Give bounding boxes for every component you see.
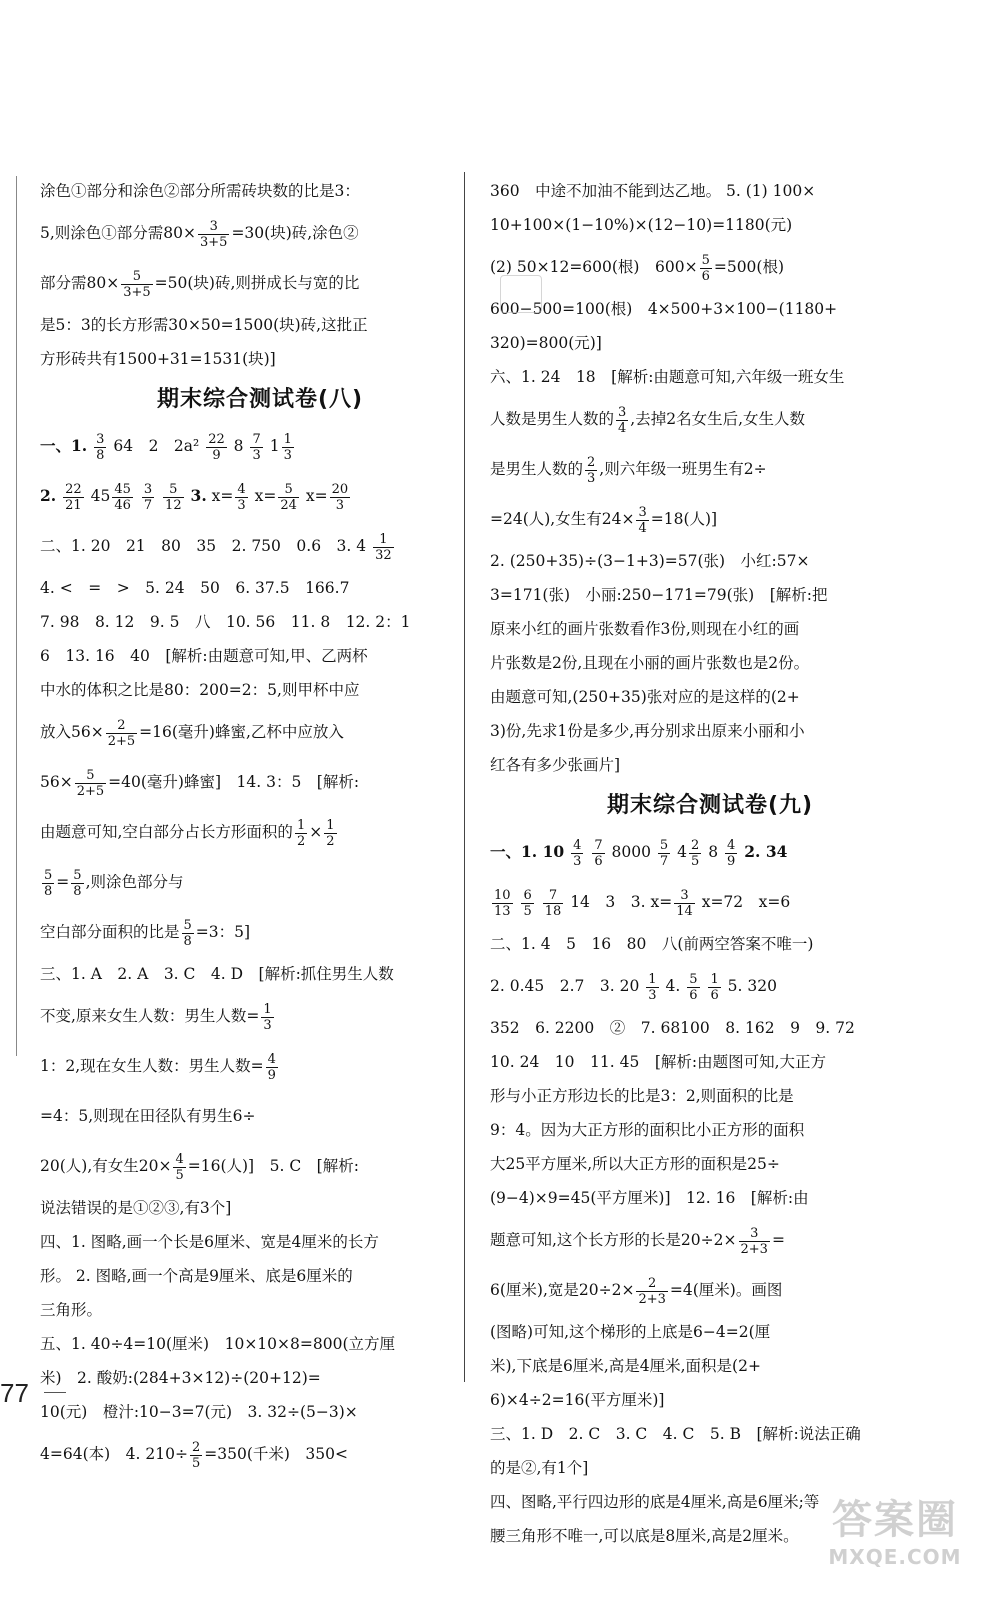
denominator: 5 [691, 853, 700, 869]
denominator: 3 [263, 1017, 272, 1033]
numerator: 7 [252, 431, 261, 447]
text-line: 二、1. 4 5 16 80 八(前两空答案不唯一) [490, 935, 814, 953]
numerator: 4 [727, 837, 736, 853]
numerator: 3 [739, 1226, 770, 1242]
text-span: = [56, 873, 70, 891]
text-span: 14 3 3. x= [570, 893, 673, 911]
numerator: 3 [143, 481, 153, 497]
text-line [40, 709, 480, 755]
text-line: 360 中途不加油不能到达乙地。 5. (1) 100× [490, 182, 816, 200]
text-span: =24(人),女生有24× [490, 510, 635, 528]
text-span: ,则六年级一班男生有2÷ [599, 460, 767, 478]
numerator: 5 [659, 837, 669, 853]
text-span: x= [211, 487, 234, 505]
fraction [324, 818, 336, 849]
fraction [646, 972, 658, 1003]
numerator: 5 [121, 269, 152, 285]
denominator: 9 [212, 447, 221, 463]
fraction [708, 972, 720, 1003]
numerator: 10 [494, 887, 511, 903]
denominator: 2+3 [638, 1291, 666, 1307]
denominator: 3+5 [123, 284, 151, 300]
fraction [636, 1276, 667, 1307]
text-span: × [309, 823, 323, 841]
text-line: =4：5,则现在田径队有男生6÷ [40, 1107, 256, 1125]
item-number: 一、1. 10 [490, 842, 565, 861]
denominator: 6 [710, 987, 719, 1003]
fraction [295, 818, 307, 849]
denominator: 9 [727, 853, 736, 869]
fraction [689, 838, 701, 869]
right-column [490, 172, 930, 1555]
fraction [492, 888, 513, 919]
text-span: 45 [90, 487, 111, 505]
numerator: 1 [710, 971, 719, 987]
numerator: 4 [175, 1151, 184, 1167]
numerator: 1 [648, 971, 657, 987]
text-span: 8 [708, 843, 719, 861]
text-span: 4. [665, 977, 681, 995]
text-line: 腰三角形不唯一,可以底是8厘米,高是2厘米。 [490, 1527, 799, 1545]
fraction [206, 432, 227, 463]
text-span: =16(毫升)蜂蜜,乙杯中应放入 [139, 723, 344, 741]
text-span: 放入56× [40, 723, 104, 741]
text-span: 题意可知,这个长方形的长是20÷2× [490, 1231, 737, 1249]
numerator: 3 [96, 431, 105, 447]
fraction [571, 838, 583, 869]
text-span: 人数是男生人数的 [490, 410, 615, 428]
numerator: 5 [163, 482, 184, 498]
denominator: 2+5 [76, 783, 105, 799]
numerator: 4 [237, 481, 246, 497]
text-span: =50(块)砖,则拼成长与宽的比 [154, 274, 360, 292]
numerator: 4 [267, 1051, 276, 1067]
numerator: 20 [331, 481, 349, 497]
text-span: =4(厘米)。画图 [669, 1281, 783, 1299]
text-span: =3：5] [195, 923, 251, 941]
denominator: 2+5 [107, 733, 136, 749]
text-line [40, 1043, 480, 1089]
text-line: 3=171(张) 小丽:250−171=79(张) [解析:把 [490, 586, 828, 604]
text-line: 2. (250+35)÷(3−1+3)=57(张) 小红:57× [490, 552, 810, 570]
text-span: 5. 320 [727, 977, 777, 995]
item-number: 一、1. [40, 436, 88, 455]
text-line: 10+100×(1−10%)×(12−10)=1180(元) [490, 216, 793, 234]
text-span: 空白部分面积的比是 [40, 923, 180, 941]
text-span: 部分需80× [40, 274, 120, 292]
text-line: 三、1. D 2. C 3. C 4. C 5. B [解析:说法正确 [490, 1425, 861, 1443]
fraction [739, 1226, 770, 1257]
text-span: 1 [269, 437, 280, 455]
text-span: 56× [40, 773, 73, 791]
denominator: 3 [283, 447, 292, 463]
fraction [700, 253, 712, 284]
numerator: 5 [44, 867, 53, 883]
fraction [674, 888, 695, 919]
numerator: 1 [326, 817, 335, 833]
watermark [800, 1488, 990, 1592]
numerator: 2 [636, 1276, 667, 1292]
numerator: 3 [198, 219, 229, 235]
text-span: (2) 50×12=600(根) 600× [490, 258, 698, 276]
text-line: 6)×4÷2=16(平方厘米)] [490, 1391, 665, 1409]
fraction [261, 1002, 273, 1033]
text-line: 题意可知,这个长方形的长是20÷2× $\frac{3}{2+3}$ = [490, 1225, 785, 1257]
denominator: 2+3 [740, 1241, 768, 1257]
text-span: 4 [677, 843, 688, 861]
text-line [40, 909, 480, 955]
numerator: 6 [523, 887, 532, 903]
text-line: 形。 2. 图略,画一个高是9厘米、底是6厘米的 [40, 1267, 353, 1285]
fraction [63, 482, 84, 513]
fraction [75, 768, 106, 799]
text-line: 352 6. 2200 ② 7. 68100 8. 162 9 9. 72 [490, 1019, 855, 1037]
watermark-url: MXQE.COM [828, 1545, 962, 1569]
text-line: 中水的体积之比是80：200=2：5,则甲杯中应 [40, 681, 360, 699]
numerator: 3 [674, 888, 695, 904]
text-line [40, 473, 480, 519]
fraction [42, 868, 54, 899]
fraction [173, 1152, 185, 1183]
numerator: 3 [638, 504, 647, 520]
item-number: 3. [190, 486, 207, 505]
text-span: 4=64(本) 4. 210÷ [40, 1445, 188, 1463]
text-line: 4. < = > 5. 24 50 6. 37.5 166.7 [40, 579, 350, 597]
denominator: 3 [587, 470, 596, 486]
text-line [40, 809, 480, 855]
fraction [250, 432, 262, 463]
text-span: =40(毫升)蜂蜜] 14. 3：5 [解析: [108, 773, 360, 791]
text-line: 四、图略,平行四边形的底是4厘米,高是6厘米;等 [490, 1493, 820, 1511]
denominator: 21 [65, 497, 82, 513]
text-line: 由题意可知,(250+35)张对应的是这样的(2+ [490, 688, 800, 706]
text-line [40, 423, 480, 469]
numerator: 22 [65, 481, 82, 497]
numerator: 2 [191, 1439, 201, 1455]
text-line: (图略)可知,这个梯形的上底是6−4=2(厘 [490, 1323, 771, 1341]
text-span: 1：2,现在女生人数：男生人数= [40, 1057, 264, 1075]
text-line: 红各有多少张画片] [490, 756, 621, 774]
text-line: 形与小正方形边长的比是3：2,则面积的比是 [490, 1087, 794, 1105]
text-line [40, 993, 480, 1039]
denominator: 7 [659, 853, 669, 869]
numerator: 5 [701, 252, 710, 268]
numerator: 4 [573, 837, 582, 853]
text-span: ,则涂色部分与 [85, 873, 184, 891]
text-line: 10(元) 橙汁:10−3=7(元) 3. 32÷(5−3)× [40, 1403, 358, 1421]
section-title: 期末综合测试卷(八) [156, 387, 364, 412]
fraction [106, 718, 137, 749]
numerator: 5 [183, 917, 192, 933]
text-span: =18(人)] [650, 510, 718, 528]
fraction [585, 455, 597, 486]
page-number: 77 [0, 1378, 29, 1408]
text-line: 7. 98 8. 12 9. 5 八 10. 56 11. 8 12. 2：1 [40, 613, 411, 631]
fraction [330, 482, 351, 513]
left-margin-rule [16, 176, 17, 1056]
denominator: 5 [175, 1167, 184, 1183]
text-line: 6 13. 16 40 [解析:由题意可知,甲、乙两杯 [40, 647, 368, 665]
text-line [490, 496, 930, 542]
text-span: =16(人)] 5. C [解析: [187, 1157, 359, 1175]
text-span: 5,则涂色①部分需80× [40, 224, 196, 242]
text-span: 64 2 2a² [113, 437, 200, 455]
fraction [725, 838, 737, 869]
fraction [636, 505, 648, 536]
numerator: 45 [114, 481, 131, 497]
fraction [543, 888, 564, 919]
text-span: 20(人),有女生20× [40, 1157, 172, 1175]
fraction [616, 405, 628, 436]
text-span: 是男生人数的 [490, 460, 584, 478]
denominator: 14 [676, 903, 693, 919]
denominator: 6 [701, 268, 710, 284]
text-span: 由题意可知,空白部分占长方形面积的 [40, 823, 293, 841]
denominator: 6 [594, 853, 603, 869]
page-number-dash [44, 1392, 66, 1393]
text-span: =350(千米) 350< [204, 1445, 348, 1463]
watermark-logo: 答案圈 [832, 1497, 958, 1543]
denominator: 3 [573, 853, 582, 869]
text-span: x= [254, 487, 277, 505]
numerator: 1 [263, 1001, 272, 1017]
denominator: 46 [114, 497, 131, 513]
fraction [94, 432, 106, 463]
fraction [121, 269, 152, 300]
numerator: 5 [73, 867, 82, 883]
text-line [40, 260, 480, 306]
text-line [490, 1267, 930, 1313]
numerator: 1 [373, 532, 394, 548]
text-line: 米),下底是6厘米,高是4厘米,面积是(2+ [490, 1357, 761, 1375]
text-span: x= [305, 487, 328, 505]
text-line [40, 859, 480, 905]
text-span: 2. 0.45 2.7 3. 20 [490, 977, 640, 995]
denominator: 24 [280, 497, 297, 513]
text-span: 8000 [611, 843, 651, 861]
numerator: 5 [278, 482, 299, 498]
text-line: 说法错误的是①②③,有3个] [40, 1199, 232, 1217]
text-line: 原来小红的画片张数看作3份,则现在小红的画 [490, 620, 800, 638]
text-span: =30(块)砖,涂色② [231, 224, 359, 242]
numerator: 1 [283, 431, 292, 447]
denominator: 4 [638, 520, 647, 536]
fraction [521, 888, 533, 919]
denominator: 5 [191, 1455, 201, 1471]
fraction [266, 1052, 278, 1083]
text-line [490, 396, 930, 442]
fraction [190, 1440, 202, 1471]
numerator: 7 [543, 888, 564, 904]
denominator: 5 [523, 903, 532, 919]
text-line: 片张数是2份,且现在小丽的画片张数也是2份。 [490, 654, 810, 672]
denominator: 8 [183, 933, 192, 949]
text-line: 320)=800(元)] [490, 334, 602, 352]
fraction [182, 918, 194, 949]
fraction [71, 868, 83, 899]
text-line [490, 446, 930, 492]
fraction [282, 432, 294, 463]
faint-stamp-mark [500, 275, 542, 313]
numerator: 2 [587, 454, 596, 470]
text-line: 3)份,先求1份是多少,再分别求出原来小丽和小 [490, 722, 805, 740]
denominator: 3 [335, 497, 344, 513]
text-line: 六、1. 24 18 [解析:由题意可知,六年级一班女生 [490, 368, 845, 386]
text-line: 600−500=100(根) 4×500+3×100−(1180+ [490, 300, 838, 318]
text-span: 6(厘米),宽是20÷2× [490, 1281, 635, 1299]
text-line: 三角形。 [40, 1301, 103, 1319]
numerator: 5 [689, 971, 698, 987]
text-line: 大25平方厘米,所以大正方形的面积是25÷ [490, 1155, 780, 1173]
denominator: 8 [73, 883, 82, 899]
text-line [40, 210, 480, 256]
text-line: 涂色①部分和涂色②部分所需砖块数的比是3： [40, 182, 360, 200]
text-span: x=72 x=6 [701, 893, 791, 911]
numerator: 7 [594, 837, 603, 853]
text-line [490, 829, 930, 875]
fraction [278, 482, 299, 513]
item-number: 2. [40, 486, 57, 505]
text-span: 不变,原来女生人数：男生人数= [40, 1007, 260, 1025]
denominator: 3 [237, 497, 246, 513]
numerator: 2 [691, 837, 700, 853]
text-line: 10. 24 10 11. 45 [解析:由题图可知,大正方 [490, 1053, 827, 1071]
denominator: 7 [143, 497, 153, 513]
text-line [490, 879, 930, 925]
fraction [687, 972, 699, 1003]
numerator: 2 [106, 718, 137, 734]
text-span: 8 [233, 437, 244, 455]
denominator: 8 [96, 447, 105, 463]
text-line: 的是②,有1个] [490, 1459, 589, 1477]
text-line [40, 1431, 480, 1477]
denominator: 13 [494, 903, 511, 919]
numerator: 3 [618, 404, 627, 420]
fraction [112, 482, 133, 513]
text-span: =500(根) [713, 258, 785, 276]
text-line [40, 759, 480, 805]
text-span: 二、1. 20 21 80 35 2. 750 0.6 3. 4 [40, 537, 367, 555]
text-line [40, 1143, 480, 1189]
denominator: 4 [618, 420, 627, 436]
text-line: 方形砖共有1500+31=1531(块)] [40, 350, 276, 368]
text-line [490, 244, 930, 290]
denominator: 8 [44, 883, 53, 899]
fraction [592, 838, 604, 869]
fraction [163, 482, 184, 513]
text-line: 是5：3的长方形需30×50=1500(块)砖,这批正 [40, 316, 368, 334]
numerator: 1 [296, 817, 306, 833]
denominator: 3 [252, 447, 261, 463]
text-line [40, 523, 480, 569]
text-line: 三、1. A 2. A 3. C 4. D [解析:抓住男生人数 [40, 965, 394, 983]
section-title: 期末综合测试卷(九) [606, 793, 814, 818]
denominator: 3+5 [200, 234, 228, 250]
fraction [235, 482, 247, 513]
text-line: 米) 2. 酸奶:(284+3×12)÷(20+12)= [40, 1369, 321, 1387]
fraction [373, 532, 394, 563]
denominator: 18 [544, 903, 562, 919]
denominator: 12 [165, 497, 182, 513]
denominator: 32 [375, 547, 392, 563]
denominator: 2 [326, 833, 335, 849]
text-line: 五、1. 40÷4=10(厘米) 10×10×8=800(立方厘 [40, 1335, 395, 1353]
denominator: 9 [267, 1067, 276, 1083]
left-column [40, 172, 480, 1481]
fraction [658, 838, 670, 869]
text-span: ,去掉2名女生后,女生人数 [630, 410, 806, 428]
text-line: (9−4)×9=45(平方厘米)] 12. 16 [解析:由 [490, 1189, 809, 1207]
denominator: 6 [689, 987, 698, 1003]
fraction [142, 482, 154, 513]
text-line [490, 963, 930, 1009]
text-line: 9：4。因为大正方形的面积比小正方形的面积 [490, 1121, 805, 1139]
item-number: 2. 34 [744, 842, 788, 861]
fraction [198, 219, 229, 250]
numerator: 5 [75, 768, 106, 784]
text-line: 四、1. 图略,画一个长是6厘米、宽是4厘米的长方 [40, 1233, 379, 1251]
denominator: 2 [296, 833, 306, 849]
numerator: 22 [208, 431, 225, 447]
denominator: 3 [648, 987, 657, 1003]
